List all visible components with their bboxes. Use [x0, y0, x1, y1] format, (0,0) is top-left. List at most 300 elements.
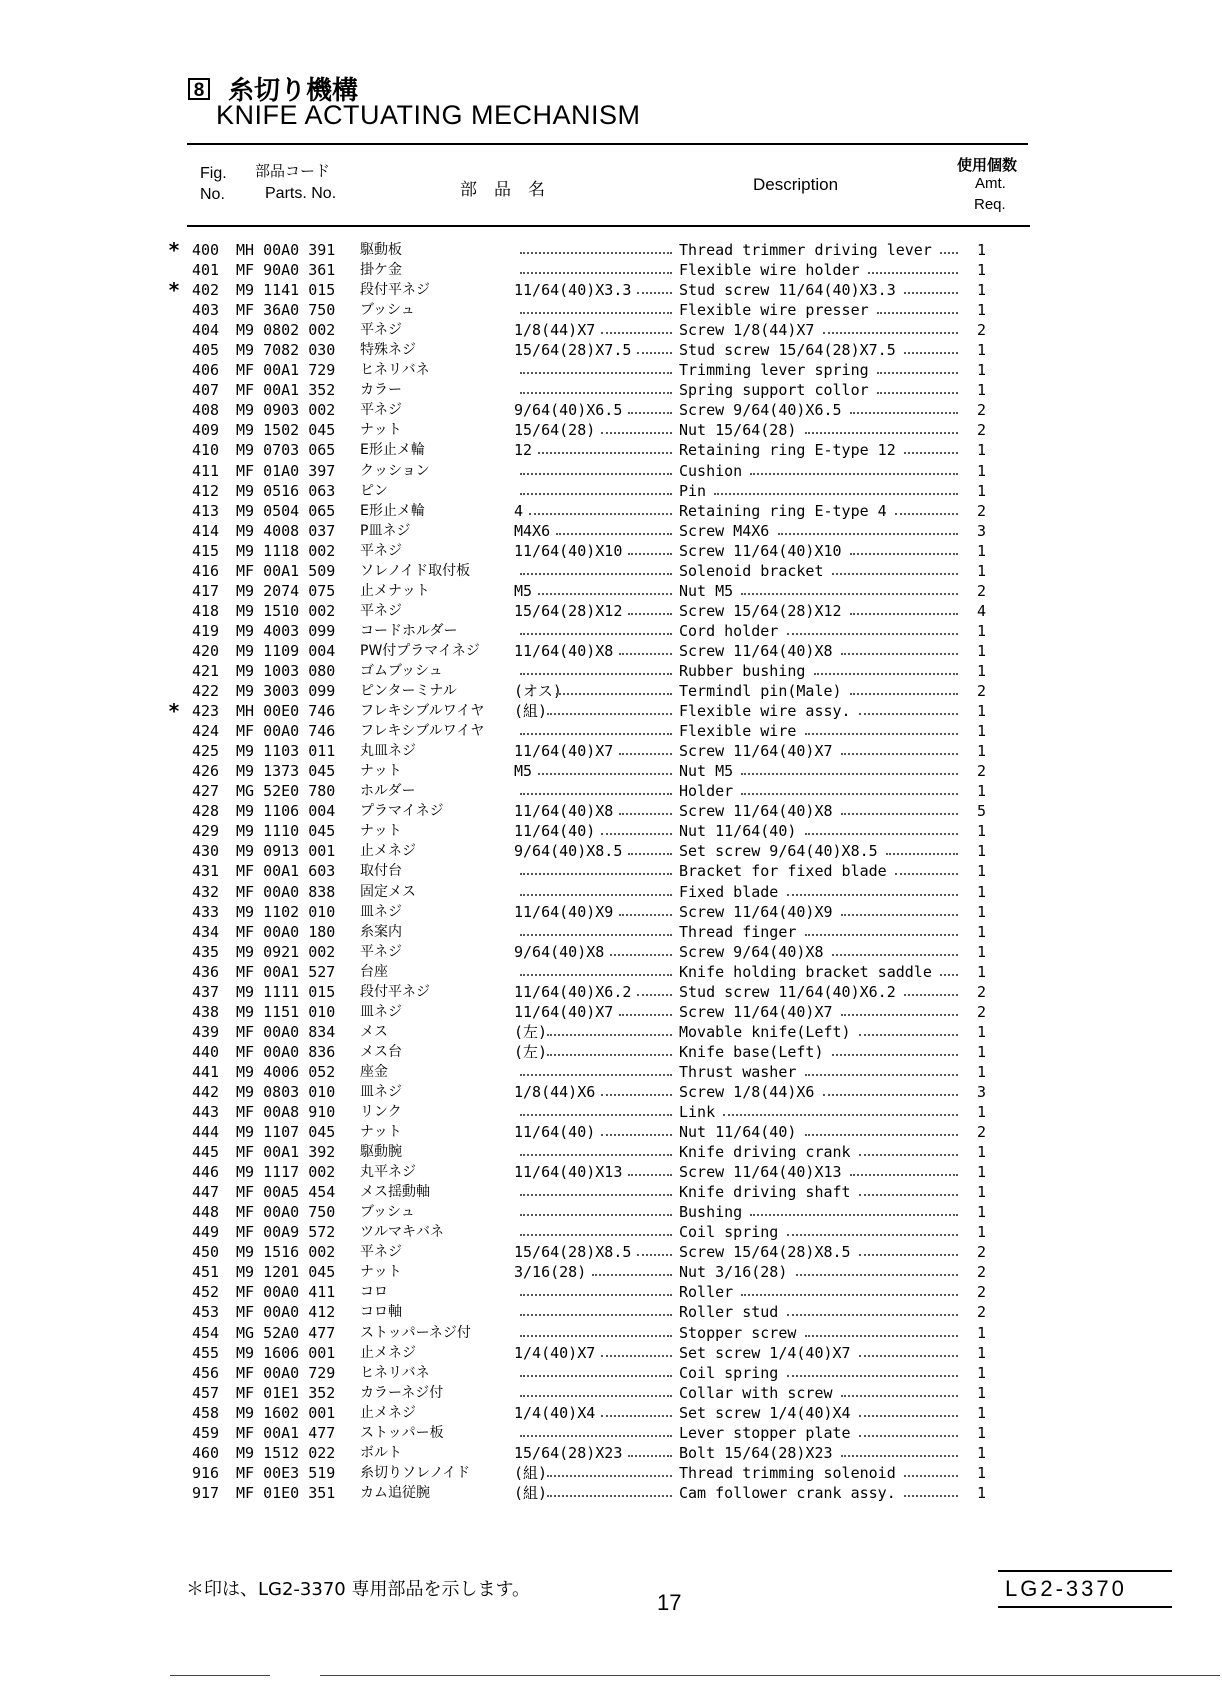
part-spec: 11/64(40)X9 [514, 902, 614, 921]
part-name-jp: 台座 [360, 963, 388, 980]
part-name-jp: 平ネジ [360, 542, 402, 559]
part-name-jp: 平ネジ [360, 1244, 402, 1261]
leader-dots [940, 974, 958, 976]
part-name-jp: 止メネジ [360, 1404, 416, 1421]
part-spec: 11/64(40)X7 [514, 1002, 614, 1021]
fig-number: 450 [192, 1243, 220, 1262]
part-name-jp: 駆動板 [360, 242, 402, 258]
fig-number: 411 [192, 461, 220, 480]
part-name-jp: 固定メス [360, 883, 416, 900]
part-spec: 1/8(44)X7 [514, 321, 596, 340]
table-row [0, 781, 1222, 801]
leader-dots [859, 1435, 958, 1437]
part-name-jp: 止メネジ [360, 1344, 416, 1361]
fig-number: 446 [192, 1163, 220, 1182]
amount-required: 1 [977, 1183, 987, 1202]
part-description: Nut M5 [679, 581, 734, 600]
fig-number: 408 [192, 401, 220, 420]
leader-dots [547, 713, 672, 715]
part-spec: 11/64(40)X8 [514, 641, 614, 660]
section-number-box [188, 78, 210, 100]
parts-code: MF 00A9 572 [236, 1223, 336, 1242]
part-spec: (組) [514, 1463, 548, 1482]
part-name-jp: メス [360, 1023, 388, 1040]
footer-note: ＊印は、LG2-3370 専用部品を示します。 [186, 1579, 531, 1600]
part-name-jp: 止メネジ [360, 843, 416, 860]
fig-number: 426 [192, 762, 220, 781]
leader-dots [823, 1094, 958, 1096]
parts-code: MF 00A1 352 [236, 381, 336, 400]
table-row [0, 942, 1222, 962]
part-name-jp: 皿ネジ [360, 1083, 402, 1100]
leader-dots [741, 773, 958, 775]
part-name-jp: P皿ネジ [360, 522, 411, 539]
leader-dots [628, 1174, 672, 1176]
parts-table [0, 240, 1222, 1503]
leader-dots [723, 1114, 958, 1116]
table-row [0, 882, 1222, 902]
amount-required: 1 [977, 1463, 987, 1482]
fig-number: 427 [192, 782, 220, 801]
leader-dots [637, 292, 672, 294]
table-row [0, 801, 1222, 821]
leader-dots [556, 533, 672, 535]
table-row [0, 741, 1222, 761]
parts-code: MF 00A0 729 [236, 1363, 336, 1382]
parts-code: M9 1373 045 [236, 762, 336, 781]
part-spec: 1/4(40)X4 [514, 1403, 596, 1422]
part-name-jp: 取付台 [360, 863, 402, 880]
amount-required: 2 [977, 401, 987, 420]
table-row [0, 440, 1222, 460]
table-row [0, 982, 1222, 1002]
fig-number: 431 [192, 862, 220, 881]
leader-dots [859, 1154, 958, 1156]
amount-required: 4 [977, 601, 987, 620]
amount-required: 2 [977, 421, 987, 440]
amount-required: 1 [977, 661, 987, 680]
part-name-jp: カム追従腕 [360, 1484, 430, 1501]
part-name-jp: 座金 [360, 1063, 388, 1080]
col-description-label: Description [753, 175, 839, 194]
parts-code: MF 00A1 527 [236, 962, 336, 981]
part-spec: 12 [514, 441, 533, 460]
amount-required: 1 [977, 1363, 987, 1382]
table-row [0, 1242, 1222, 1262]
leader-dots [520, 793, 672, 795]
amount-required: 1 [977, 281, 987, 300]
table-row [0, 340, 1222, 360]
part-description: Set screw 1/4(40)X4 [679, 1403, 851, 1422]
leader-dots [750, 473, 958, 475]
part-description: Nut 11/64(40) [679, 1123, 797, 1142]
leader-dots [547, 1054, 672, 1056]
part-description: Holder [679, 782, 734, 801]
fig-number: 451 [192, 1263, 220, 1282]
leader-dots [877, 372, 958, 374]
part-description: Retaining ring E-type 4 [679, 501, 887, 520]
fig-number: 440 [192, 1042, 220, 1061]
amount-required: 1 [977, 722, 987, 741]
amount-required: 2 [977, 581, 987, 600]
part-name-jp: ブッシュ [360, 1204, 415, 1221]
part-description: Collar with screw [679, 1383, 833, 1402]
fig-number: 419 [192, 621, 220, 640]
part-description: Screw 11/64(40)X7 [679, 742, 833, 761]
amount-required: 1 [977, 241, 987, 259]
parts-code: MG 52A0 477 [236, 1323, 336, 1342]
leader-dots [741, 593, 958, 595]
amount-required: 2 [977, 1243, 987, 1262]
part-description: Thread trimmer driving lever [679, 241, 932, 259]
part-description: Nut 11/64(40) [679, 822, 797, 841]
leader-dots [520, 1234, 672, 1236]
parts-code: MF 01A0 397 [236, 461, 336, 480]
table-row [0, 1042, 1222, 1062]
leader-dots [610, 954, 672, 956]
amount-required: 1 [977, 702, 987, 721]
part-spec: (オス) [514, 682, 562, 701]
amount-required: 1 [977, 621, 987, 640]
part-name-jp: 糸案内 [360, 923, 402, 940]
fig-number: 433 [192, 902, 220, 921]
parts-code: M9 1141 015 [236, 281, 336, 300]
leader-dots [520, 894, 672, 896]
part-name-jp: メス台 [360, 1043, 402, 1060]
table-row [0, 1002, 1222, 1022]
leader-dots [547, 1495, 672, 1497]
part-description: Screw 1/8(44)X6 [679, 1082, 815, 1101]
leader-dots [520, 733, 672, 735]
fig-number: 410 [192, 441, 220, 460]
leader-dots [904, 1475, 958, 1477]
fig-number: 448 [192, 1203, 220, 1222]
leader-dots [520, 974, 672, 976]
table-row [0, 1202, 1222, 1222]
leader-dots [619, 753, 672, 755]
part-name-jp: ナット [360, 823, 402, 840]
leader-dots [859, 713, 958, 715]
leader-dots [601, 1094, 672, 1096]
leader-dots [841, 1455, 958, 1457]
amount-required: 1 [977, 782, 987, 801]
parts-code: MF 00E3 519 [236, 1463, 336, 1482]
table-row [0, 699, 1222, 724]
parts-code: MF 01E1 352 [236, 1383, 336, 1402]
leader-dots [520, 493, 672, 495]
table-row [0, 681, 1222, 701]
leader-dots [805, 733, 958, 735]
leader-dots [832, 954, 958, 956]
amount-required: 2 [977, 1283, 987, 1302]
table-row [0, 1262, 1222, 1282]
col-code-jp-label: 部品コード [255, 162, 331, 180]
amount-required: 1 [977, 261, 987, 280]
part-spec: 4 [514, 501, 524, 520]
part-spec: 11/64(40)X10 [514, 541, 623, 560]
leader-dots [520, 633, 672, 635]
model-top-rule [998, 1570, 1172, 1572]
col-fig-label: Fig. [200, 165, 227, 182]
part-spec: M5 [514, 581, 533, 600]
part-description: Coil spring [679, 1223, 779, 1242]
part-description: Lever stopper plate [679, 1423, 851, 1442]
leader-dots [520, 1395, 672, 1397]
amount-required: 1 [977, 1143, 987, 1162]
table-row [0, 320, 1222, 340]
parts-code: MF 36A0 750 [236, 301, 336, 320]
fig-number: 404 [192, 321, 220, 340]
leader-dots [796, 1274, 958, 1276]
leader-dots [628, 1455, 672, 1457]
leader-dots [601, 1415, 672, 1417]
leader-dots [877, 392, 958, 394]
amount-required: 2 [977, 1303, 987, 1322]
part-description: Screw 11/64(40)X8 [679, 641, 833, 660]
leader-dots [520, 1375, 672, 1377]
leader-dots [741, 1294, 958, 1296]
part-description: Screw 11/64(40)X13 [679, 1163, 842, 1182]
amount-required: 1 [977, 441, 987, 460]
table-row [0, 1423, 1222, 1443]
table-row [0, 1443, 1222, 1463]
leader-dots [529, 513, 672, 515]
table-row [0, 922, 1222, 942]
amount-required: 1 [977, 862, 987, 881]
amount-required: 2 [977, 1002, 987, 1021]
table-row [0, 1483, 1222, 1503]
part-name-jp: 駆動腕 [360, 1144, 402, 1161]
leader-dots [859, 1194, 958, 1196]
part-spec: 11/64(40)X3.3 [514, 281, 632, 300]
part-description: Stopper screw [679, 1323, 797, 1342]
amount-required: 1 [977, 1403, 987, 1422]
table-row [0, 641, 1222, 661]
part-description: Roller [679, 1283, 734, 1302]
leader-dots [787, 1314, 958, 1316]
table-row [0, 380, 1222, 400]
part-description: Screw 11/64(40)X9 [679, 902, 833, 921]
leader-dots [714, 493, 958, 495]
leader-dots [520, 1214, 672, 1216]
leader-dots [556, 693, 672, 695]
parts-code: MF 00A5 454 [236, 1183, 336, 1202]
parts-code: M9 0921 002 [236, 942, 336, 961]
part-description: Bolt 15/64(28)X23 [679, 1443, 833, 1462]
parts-code: M9 0903 002 [236, 401, 336, 420]
amount-required: 1 [977, 1443, 987, 1462]
part-name-jp: 止メナット [360, 582, 430, 599]
table-row [0, 761, 1222, 781]
part-name-jp: クッション [360, 462, 430, 479]
amount-required: 1 [977, 561, 987, 580]
fig-number: 437 [192, 982, 220, 1001]
amount-required: 1 [977, 962, 987, 981]
fig-number: 438 [192, 1002, 220, 1021]
part-name-jp: ゴムブッシュ [360, 662, 443, 679]
table-row [0, 821, 1222, 841]
leader-dots [805, 1074, 958, 1076]
table-row [0, 841, 1222, 861]
parts-code: MF 90A0 361 [236, 261, 336, 280]
leader-dots [805, 1335, 958, 1337]
leader-dots [787, 1234, 958, 1236]
leader-dots [841, 914, 958, 916]
part-description: Cord holder [679, 621, 779, 640]
parts-code: M9 0516 063 [236, 481, 336, 500]
fig-number: 421 [192, 661, 220, 680]
leader-dots [850, 613, 958, 615]
fig-number: 458 [192, 1403, 220, 1422]
leader-dots [538, 593, 672, 595]
part-name-jp: E形止メ輪 [360, 442, 425, 459]
fig-number: 456 [192, 1363, 220, 1382]
part-description: Screw 11/64(40)X7 [679, 1002, 833, 1021]
part-name-jp: 平ネジ [360, 602, 402, 619]
part-name-jp: フレキシブルワイヤ [360, 703, 485, 720]
part-name-jp: ストッパーネジ付 [360, 1324, 471, 1341]
parts-code: MF 01E0 351 [236, 1483, 336, 1502]
scan-edge-line [170, 1675, 270, 1676]
leader-dots [538, 452, 672, 454]
parts-code: MF 00A0 838 [236, 882, 336, 901]
table-row [0, 521, 1222, 541]
part-description: Spring support collor [679, 381, 869, 400]
table-row [0, 1142, 1222, 1162]
part-name-jp: ホルダー [360, 783, 416, 800]
parts-code: M9 7082 030 [236, 341, 336, 360]
parts-code: M9 2074 075 [236, 581, 336, 600]
part-description: Knife base(Left) [679, 1042, 824, 1061]
part-name-jp: リンク [360, 1104, 402, 1121]
header-top-rule [187, 143, 1028, 145]
fig-number: 439 [192, 1022, 220, 1041]
part-name-jp: E形止メ輪 [360, 502, 425, 519]
part-name-jp: ピンターミナル [360, 683, 457, 700]
parts-code: MH 00E0 746 [236, 702, 336, 721]
part-spec: 11/64(40) [514, 822, 596, 841]
part-name-jp: 丸平ネジ [360, 1164, 416, 1181]
parts-code: MF 00A0 412 [236, 1303, 336, 1322]
part-description: Thread finger [679, 922, 797, 941]
table-row [0, 661, 1222, 681]
table-row [0, 360, 1222, 380]
fig-number: 417 [192, 581, 220, 600]
part-name-jp: 平ネジ [360, 322, 402, 339]
part-name-jp: 平ネジ [360, 943, 402, 960]
leader-dots [741, 793, 958, 795]
table-row [0, 400, 1222, 420]
part-description: Flexible wire presser [679, 301, 869, 320]
fig-number: 457 [192, 1383, 220, 1402]
fig-number: 443 [192, 1103, 220, 1122]
part-name-jp: ナット [360, 422, 402, 439]
header-bottom-rule [187, 225, 1030, 227]
part-name-jp: ナット [360, 1124, 402, 1141]
fig-number: 415 [192, 541, 220, 560]
parts-code: MG 52E0 780 [236, 782, 336, 801]
amount-required: 1 [977, 1163, 987, 1182]
part-spec: 15/64(28)X8.5 [514, 1243, 632, 1262]
part-spec: 11/64(40)X7 [514, 742, 614, 761]
fig-number: 455 [192, 1343, 220, 1362]
parts-code: M9 1107 045 [236, 1123, 336, 1142]
leader-dots [805, 833, 958, 835]
leader-dots [520, 252, 672, 254]
part-description: Coil spring [679, 1363, 779, 1382]
table-row [0, 581, 1222, 601]
parts-code: M9 1109 004 [236, 641, 336, 660]
leader-dots [904, 452, 958, 454]
amount-required: 1 [977, 742, 987, 761]
parts-code: MF 00A1 392 [236, 1143, 336, 1162]
parts-code: MF 00A1 603 [236, 862, 336, 881]
part-spec: 15/64(28)X23 [514, 1443, 623, 1462]
amount-required: 1 [977, 922, 987, 941]
table-row [0, 1182, 1222, 1202]
leader-dots [601, 332, 672, 334]
leader-dots [520, 673, 672, 675]
parts-code: MF 00A0 836 [236, 1042, 336, 1061]
fig-number: 459 [192, 1423, 220, 1442]
leader-dots [520, 1335, 672, 1337]
fig-number: 416 [192, 561, 220, 580]
part-description: Knife driving crank [679, 1143, 851, 1162]
part-spec: 11/64(40) [514, 1123, 596, 1142]
parts-code: M9 0504 065 [236, 501, 336, 520]
parts-code: M9 1118 002 [236, 541, 336, 560]
parts-code: M9 1510 002 [236, 601, 336, 620]
part-spec: 9/64(40)X6.5 [514, 401, 623, 420]
fig-number: 436 [192, 962, 220, 981]
leader-dots [814, 673, 958, 675]
leader-dots [904, 352, 958, 354]
part-description: Movable knife(Left) [679, 1022, 851, 1041]
amount-required: 1 [977, 902, 987, 921]
amount-required: 1 [977, 1103, 987, 1122]
col-amt-label: Amt. [975, 175, 1006, 192]
table-row [0, 902, 1222, 922]
leader-dots [520, 1435, 672, 1437]
table-row [0, 461, 1222, 481]
part-name-jp: ブッシュ [360, 302, 415, 319]
fig-number: 405 [192, 341, 220, 360]
leader-dots [832, 1054, 958, 1056]
amount-required: 1 [977, 541, 987, 560]
table-row [0, 1463, 1222, 1483]
part-name-jp: カラーネジ付 [360, 1384, 444, 1401]
parts-code: MF 00A1 509 [236, 561, 336, 580]
part-description: Screw M4X6 [679, 521, 770, 540]
leader-dots [520, 1114, 672, 1116]
amount-required: 1 [977, 1483, 987, 1502]
fig-number: 418 [192, 601, 220, 620]
fig-number: 429 [192, 822, 220, 841]
amount-required: 2 [977, 982, 987, 1001]
part-description: Pin [679, 481, 707, 500]
part-name-jp: コードホルダー [360, 622, 458, 639]
parts-code: M9 4003 099 [236, 621, 336, 640]
amount-required: 1 [977, 1062, 987, 1081]
amount-required: 1 [977, 822, 987, 841]
part-description: Nut 15/64(28) [679, 421, 797, 440]
part-description: Nut 3/16(28) [679, 1263, 788, 1282]
part-description: Screw 15/64(28)X8.5 [679, 1243, 851, 1262]
part-description: Roller stud [679, 1303, 779, 1322]
table-row [0, 1302, 1222, 1322]
amount-required: 1 [977, 481, 987, 500]
fig-number: 441 [192, 1062, 220, 1081]
